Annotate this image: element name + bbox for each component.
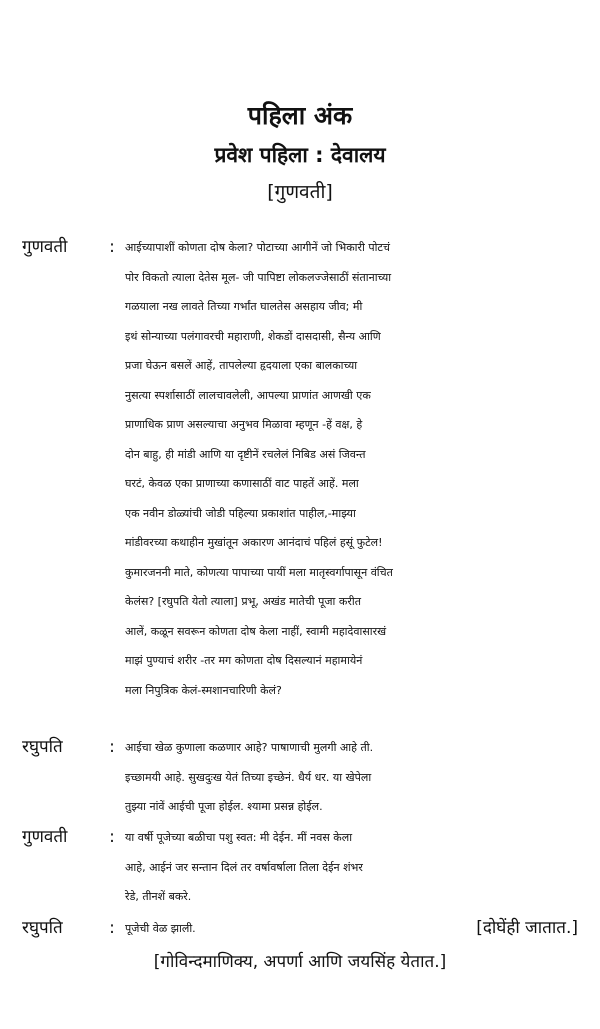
act-title: पहिला अंक — [247, 101, 353, 130]
speech-block — [22, 733, 582, 822]
speech-line: मला निपुत्रिक केलं-स्मशानचारिणी केलं? — [125, 683, 282, 697]
speech-line: गळयाला नख लावते तिच्या गर्भांत घालतेस असहाय जीव; मी — [125, 300, 363, 313]
speech-block — [22, 914, 582, 944]
speech-line: आईचा खेळ कुणाला कळणार आहे? पाषाणाची मुलगी आहे ती. — [125, 741, 374, 754]
speech-line: कुमारजननी माते, कोणत्या पापाच्या पायीं मला मातृस्वर्गापासून वंचित — [125, 565, 393, 579]
speech-line: एक नवीन डोळ्यांची जोडी पहिल्या प्रकाशांत पाहील,-माझ्या — [125, 506, 356, 520]
speech-line: पूजेची वेळ झाली. — [125, 922, 196, 935]
speech-line: आलें, कळून सवरून कोणता दोष केला नाहीं, स्वामी महादेवासारखं — [125, 624, 387, 638]
speech-line-row — [125, 914, 582, 944]
speech-line: पोर विकतो त्याला देतेस मूल- जी पापिष्टा लोकलज्जेसाठीं संतानाच्या — [125, 270, 392, 284]
speech-line: दोन बाहु, ही मांडी आणि या दृष्टीनें रचलेलं निबिड असं जिवन्त — [125, 447, 366, 461]
speech-line: केलंस? [रघुपति येतो त्याला] प्रभू, अखंड मातेची पूजा करीत — [125, 595, 361, 608]
speech-line: प्राणाधिक प्राण असल्याचा अनुभव मिळावा म्हणून -हें वक्ष, हे — [125, 418, 363, 431]
speaker-separator: : — [109, 918, 115, 938]
scene-characters: [गुणवती] — [267, 181, 333, 203]
speaker-name: रघुपति — [22, 918, 63, 938]
stage-direction-exit: [दोघेंही जातात.] — [476, 918, 578, 938]
speech-line: माझं पुण्याचं शरीर -तर मग कोणता दोष दिसल्यानं महामायेनं — [125, 654, 363, 667]
speaker-name: रघुपति — [22, 737, 63, 757]
speech-line: घरटं, केवळ एका प्राणाच्या कणासाठीं वाट पाहतें आहें. मला — [125, 477, 359, 490]
speech-line: रेडे, तीनशें बकरे. — [125, 890, 192, 903]
speech-line: प्रजा घेऊन बसलें आहें, तापलेल्या हृदयाला एका बालकाच्या — [125, 359, 358, 372]
speech-block — [22, 233, 582, 705]
speaker-name: गुणवती — [22, 237, 68, 257]
speech-line: आहे, आईनं जर सन्तान दिलं तर वर्षावर्षाला तिला देईन शंभर — [125, 860, 363, 874]
speech-line: या वर्षी पूजेच्या बळीचा पशु स्वत: मी देईन. मीं नवस केला — [125, 831, 353, 844]
speech-line: इथं सोन्याच्या पलंगावरची महाराणी, शेकडों दासदासी, सैन्य आणि — [125, 329, 381, 343]
speaker-name: गुणवती — [22, 827, 68, 847]
speaker-separator: : — [109, 237, 115, 257]
speaker-separator: : — [109, 827, 115, 847]
speech-line: मांडीवरच्या कथाहीन मुखांतून अकारण आनंदाचं पहिलं हसूं फुटेल! — [125, 536, 383, 549]
speaker-separator: : — [109, 737, 115, 757]
stage-direction-entry: [गोविन्दमाणिक्य, अपर्णा आणि जयसिंह येतात.] — [153, 952, 447, 972]
speech-line: इच्छामयी आहे. सुखदुःख येतं तिच्या इच्छेनं. धैर्य धर. या खेपेला — [125, 770, 372, 784]
speech-line: आईच्यापाशीं कोणता दोष केला? पोटाच्या आगीनें जो भिकारी पोटचं — [125, 241, 390, 254]
speech-line: तुझ्या नांवें आईची पूजा होईल. श्यामा प्रसन्न होईल. — [125, 800, 323, 813]
speech-block — [22, 823, 582, 912]
speech-line: नुसत्या स्पर्शासाठीं लालचावलेली, आपल्या प्राणांत आणखी एक — [125, 388, 371, 402]
scene-title: प्रवेश पहिला : देवालय — [214, 143, 386, 167]
